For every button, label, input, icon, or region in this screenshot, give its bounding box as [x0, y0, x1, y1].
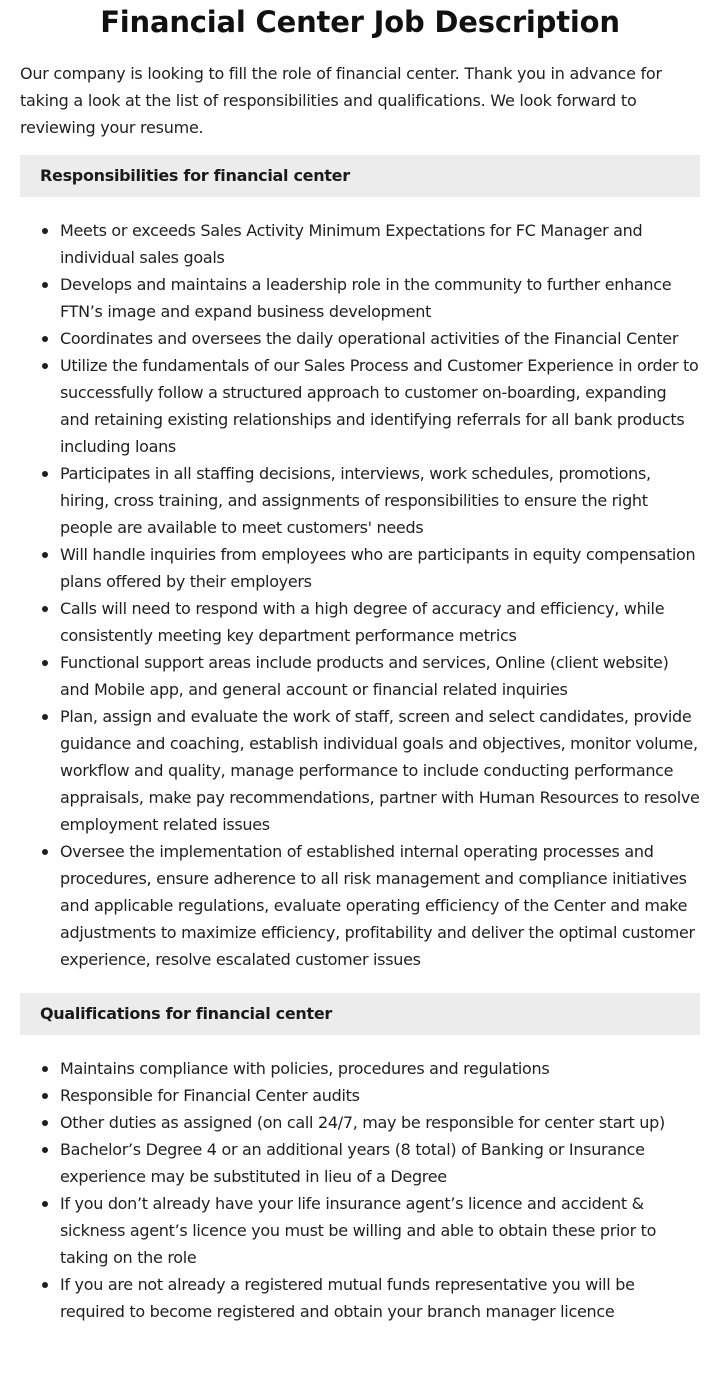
intro-paragraph: Our company is looking to fill the role of financial center. Thank you in advance for taking a look at the list of responsibilities and qualifications. We look forward to reviewing your resume. — [20, 64, 662, 137]
list-item: Calls will need to respond with a high degree of accuracy and efficiency, while consistently meeting key department performance metrics — [60, 595, 700, 649]
list-item: Plan, assign and evaluate the work of staff, screen and select candidates, provide guidance and coaching, establish individual goals and objectives, monitor volume, workflow and quality, manage performance to include conducting performance appraisals, make pay recommendations, partner with Human Resources to resolve employment related issues — [60, 703, 700, 838]
list-item: Oversee the implementation of established internal operating processes and procedures, ensure adherence to all risk management and compliance initiatives and applicable regulations, evaluate operating efficiency of the Center and make adjustments to maximize efficiency, profitability and deliver the optimal customer experience, resolve escalated customer issues — [60, 838, 700, 973]
list-item: Participates in all staffing decisions, interviews, work schedules, promotions, hiring, cross training, and assignments of responsibilities to ensure the right people are available to meet customers' needs — [60, 460, 700, 541]
list-item: Meets or exceeds Sales Activity Minimum Expectations for FC Manager and individual sales goals — [60, 217, 700, 271]
list-item: Develops and maintains a leadership role in the community to further enhance FTN’s image and expand business development — [60, 271, 700, 325]
list-item: Maintains compliance with policies, procedures and regulations — [60, 1055, 700, 1082]
list-item: Utilize the fundamentals of our Sales Process and Customer Experience in order to successfully follow a structured approach to customer on-boarding, expanding and retaining existing relationships and identifying referrals for all bank products including loans — [60, 352, 700, 460]
qualifications-heading: Qualifications for financial center — [20, 993, 700, 1035]
qualifications-list — [20, 1055, 700, 1325]
list-item: Bachelor’s Degree 4 or an additional years (8 total) of Banking or Insurance experience may be substituted in lieu of a Degree — [60, 1136, 700, 1190]
list-item: Coordinates and oversees the daily operational activities of the Financial Center — [60, 325, 700, 352]
list-item: Functional support areas include products and services, Online (client website) and Mobile app, and general account or financial related inquiries — [60, 649, 700, 703]
responsibilities-heading: Responsibilities for financial center — [20, 155, 700, 197]
list-item: Other duties as assigned (on call 24/7, may be responsible for center start up) — [60, 1109, 700, 1136]
responsibilities-list — [20, 217, 700, 973]
list-item: Will handle inquiries from employees who are participants in equity compensation plans offered by their employers — [60, 541, 700, 595]
page-title: Financial Center Job Description — [100, 5, 620, 39]
list-item: If you are not already a registered mutual funds representative you will be required to become registered and obtain your branch manager licence — [60, 1271, 700, 1325]
list-item: Responsible for Financial Center audits — [60, 1082, 700, 1109]
list-item: If you don’t already have your life insurance agent’s licence and accident & sickness agent’s licence you must be willing and able to obtain these prior to taking on the role — [60, 1190, 700, 1271]
